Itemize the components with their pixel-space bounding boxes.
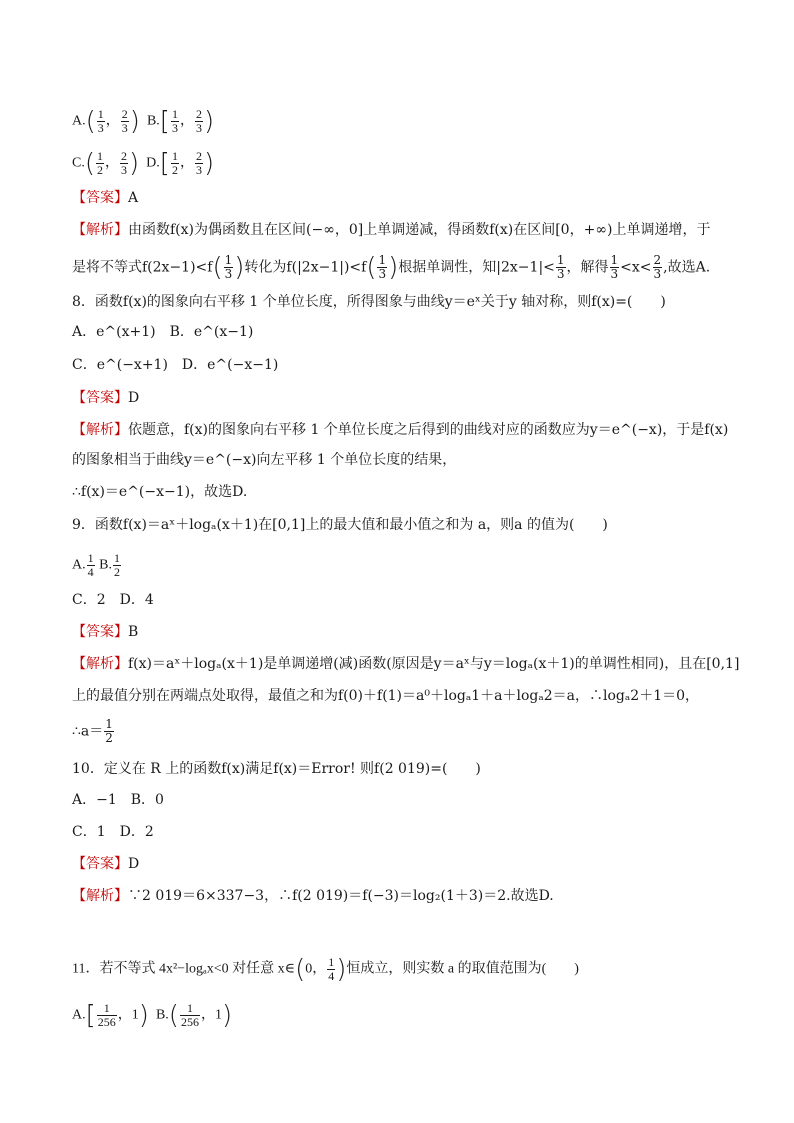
fraction: $\frac{1}{2}$ [105, 717, 113, 745]
option-b-label: B. [155, 1007, 169, 1023]
fraction: $\frac{1}{3}$ [378, 253, 387, 281]
fraction: $\frac{2}{3}$ [121, 107, 128, 135]
option-c-label: C. [72, 155, 85, 171]
fraction: $\frac{1}{3}$ [556, 253, 565, 281]
q7-options-ab: A.( $\frac{1}{3}$ ， $\frac{2}{3}$ ) B.[ $\frac{1}{3}$ ， $\frac{2}{3}$ ) [72, 106, 215, 137]
analysis-tag: 【解析】 [72, 656, 128, 672]
q10-analysis-line-1: 【解析】∵2 019＝6×337−3，∴f(2 019)＝f(−3)＝log₂(1＋3)＝2.故选D. [72, 888, 554, 904]
q11-stem: 11．若不等式 4x²−logₐx<0 对任意 x∈(0， $\frac{1}{4}$ )恒成立，则实数 a 的取值范围为( ) [72, 954, 579, 985]
q11-options-ab: A.[ $\frac{1}{256}$ ，1) B.( $\frac{1}{256}$ ，1) [72, 1000, 233, 1031]
fraction: $\frac{1}{3}$ [97, 107, 104, 135]
option-b-label: B. [146, 113, 160, 129]
q9-options-cd: C．2 D．4 [72, 592, 154, 608]
q8-analysis-line-2: 的图象相当于曲线y＝e^(−x)向左平移 1 个单位长度的结果， [72, 452, 457, 468]
fraction: $\frac{1}{2}$ [97, 149, 103, 177]
answer-value: B [128, 624, 139, 640]
fraction: $\frac{1}{3}$ [610, 253, 619, 281]
q10-options-cd: C．1 D．2 [72, 824, 154, 840]
q7-answer [72, 188, 722, 208]
answer-tag: 【答案】 [72, 390, 128, 406]
q9-options-ab [72, 552, 722, 579]
q7-analysis-line-1: 【解析】由函数f(x)为偶函数且在区间(−∞，0]上单调递减，得函数f(x)在区间[0，+∞)上单调递增，于 [72, 222, 711, 238]
option-a-label: A. [72, 1007, 86, 1023]
q8-analysis-line-3: ∴f(x)＝e^(−x−1)，故选D. [72, 484, 248, 500]
fraction: $\frac{1}{4}$ [328, 955, 335, 983]
q9-analysis-line-3: ∴a＝ $\frac{1}{2}$ [72, 717, 113, 745]
q9-analysis-line-2: 上的最值分别在两端点处取得，最值之和为f(0)＋f(1)＝a⁰＋logₐ1＋a＋logₐ2＝a，∴logₐ2＋1＝0， [72, 688, 700, 704]
analysis-tag: 【解析】 [72, 888, 128, 904]
fraction: $\frac{1}{256}$ [97, 1001, 116, 1029]
fraction: $\frac{1}{2}$ [171, 149, 178, 177]
q9-analysis-line-1: 【解析】f(x)＝aˣ＋logₐ(x＋1)是单调递增(减)函数(原因是y＝aˣ与y＝logₐ(x＋1)的单调性相同)，且在[0,1] [72, 656, 740, 672]
analysis-tag: 【解析】 [72, 422, 128, 438]
option-a-label: A. [72, 113, 86, 129]
answer-value: D [128, 390, 140, 406]
answer-tag: 【答案】 [72, 856, 128, 872]
q8-stem: 8．函数f(x)的图象向右平移 1 个单位长度，所得图象与曲线y＝eˣ关于y 轴对称，则f(x)=( ) [72, 294, 666, 310]
answer-value: D [128, 856, 140, 872]
q8-answer [72, 388, 722, 408]
q10-options-ab: A．−1 B．0 [72, 792, 164, 808]
q9-answer [72, 622, 722, 642]
fraction: $\frac{2}{3}$ [195, 149, 202, 177]
answer-tag: 【答案】 [72, 190, 128, 206]
fraction: $\frac{2}{3}$ [653, 253, 662, 281]
option-b-label: B. [99, 557, 112, 573]
q7-options-cd: C.( $\frac{1}{2}$ ， $\frac{2}{3}$ ) D.[ $\frac{1}{2}$ ， $\frac{2}{3}$ ) [72, 148, 215, 179]
fraction: $\frac{1}{2}$ [113, 551, 120, 579]
fraction: $\frac{1}{3}$ [171, 107, 178, 135]
q7-analysis-line-2: 是将不等式f(2x−1)<f( $\frac{1}{3}$ )转化为f(|2x−1|)<f( $\frac{1}{3}$ )根据单调性，知|2x−1|< $\frac{1}{3}$ ，解得 $\frac{1}{3}$ <x< $\frac{2}{3}$ ,故选A. [72, 252, 711, 283]
q8-options-ab: A．e^(x+1) B．e^(x−1) [72, 324, 254, 340]
answer-value: A [128, 190, 139, 206]
answer-tag: 【答案】 [72, 624, 128, 640]
option-d-label: D. [146, 155, 160, 171]
fraction: $\frac{2}{3}$ [195, 107, 202, 135]
q9-stem: 9．函数f(x)＝aˣ＋logₐ(x＋1)在[0,1]上的最大值和最小值之和为 a，则a 的值为( ) [72, 517, 608, 533]
q10-answer [72, 854, 722, 874]
q8-options-cd: C．e^(−x+1) D．e^(−x−1) [72, 357, 279, 373]
fraction: $\frac{2}{3}$ [121, 149, 127, 177]
q8-analysis-line-1: 【解析】依题意，f(x)的图象向右平移 1 个单位长度之后得到的曲线对应的函数应为y＝e^(−x)，于是f(x) [72, 422, 729, 438]
fraction: $\frac{1}{4}$ [87, 551, 94, 579]
fraction: $\frac{1}{3}$ [224, 253, 233, 281]
q10-stem: 10．定义在 R 上的函数f(x)满足f(x)＝Error! 则f(2 019)=( ) [72, 761, 481, 777]
option-a-label: A. [72, 557, 86, 573]
fraction: $\frac{1}{256}$ [180, 1001, 199, 1029]
analysis-tag: 【解析】 [72, 222, 128, 238]
